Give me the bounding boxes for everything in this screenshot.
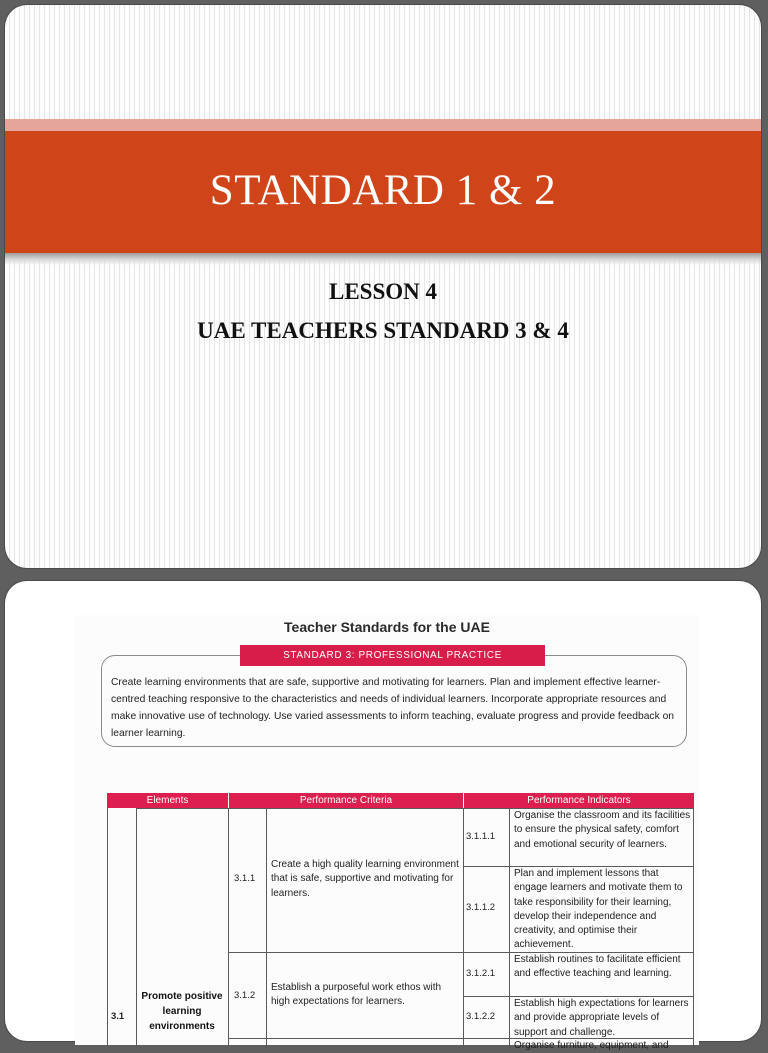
indicator-text: Organise furniture, equipment, and [514, 1040, 669, 1051]
accent-strip [5, 119, 761, 131]
indicator-text: Establish routines to facilitate efficient and effective teaching and learning. [514, 954, 681, 980]
indicator-number: 3.1.2.2 [466, 1011, 496, 1022]
criterion-number: 3.1.1 [234, 873, 256, 884]
indicator-text: Plan and implement lessons that engage learners and motivate them to take responsibility for their learning, develop their independence and creativity, and optimise their achievement. [514, 868, 683, 951]
grid-line [693, 808, 694, 1048]
band-shadow [5, 253, 761, 265]
criterion-text: Create a high quality learning environment that is safe, supportive and motivating for learners. [271, 859, 459, 899]
header-elements: Elements [107, 793, 228, 808]
lesson-subtitle: LESSON 4 [328, 279, 437, 304]
title-slide[interactable] [5, 5, 761, 568]
standards-subtitle: UAE TEACHERS STANDARD 3 & 4 [197, 318, 569, 343]
indicator-number: 3.1.1.2 [466, 902, 496, 913]
title-band [5, 131, 761, 253]
grid-line [228, 808, 229, 1048]
document-title: Teacher Standards for the UAE [284, 619, 490, 635]
grid-line [509, 808, 510, 1048]
header-performance-indicators: Performance Indicators [464, 793, 694, 808]
element-label: Promote positive learning environments [141, 991, 223, 1032]
document-slide[interactable] [5, 581, 761, 1051]
element-number: 3.1 [111, 1011, 125, 1022]
indicator-number: 3.1.1.1 [466, 831, 496, 842]
grid-line [463, 808, 464, 1048]
standard-description: Create learning environments that are safe, supportive and motivating for learners. Plan and implement effective learner-centred teaching responsive to the characteristics and needs of individual learners. Incorporate appropriate resources and make innovative use of technology. Use varied assessments to inform teaching, evaluate progress and provide feedback on learner learning. [111, 677, 675, 739]
slide-title: STANDARD 1 & 2 [209, 166, 557, 214]
grid-line [136, 808, 137, 1048]
scanned-document [75, 615, 699, 1051]
grid-line [107, 808, 108, 1048]
criterion-text: Establish a purposeful work ethos with high expectations for learners. [271, 982, 442, 1008]
indicator-text: Organise the classroom and its facilities to ensure the physical safety, comfort and emotional security of learners. [514, 810, 691, 850]
grid-line [266, 808, 267, 1048]
standard-banner: STANDARD 3: PROFESSIONAL PRACTICE [240, 645, 545, 666]
indicator-number: 3.1.2.1 [466, 968, 496, 979]
criterion-number: 3.1.2 [234, 990, 256, 1001]
header-performance-criteria: Performance Criteria [229, 793, 463, 808]
indicator-text: Establish high expectations for learners and provide appropriate levels of support and challenge. [514, 998, 689, 1038]
